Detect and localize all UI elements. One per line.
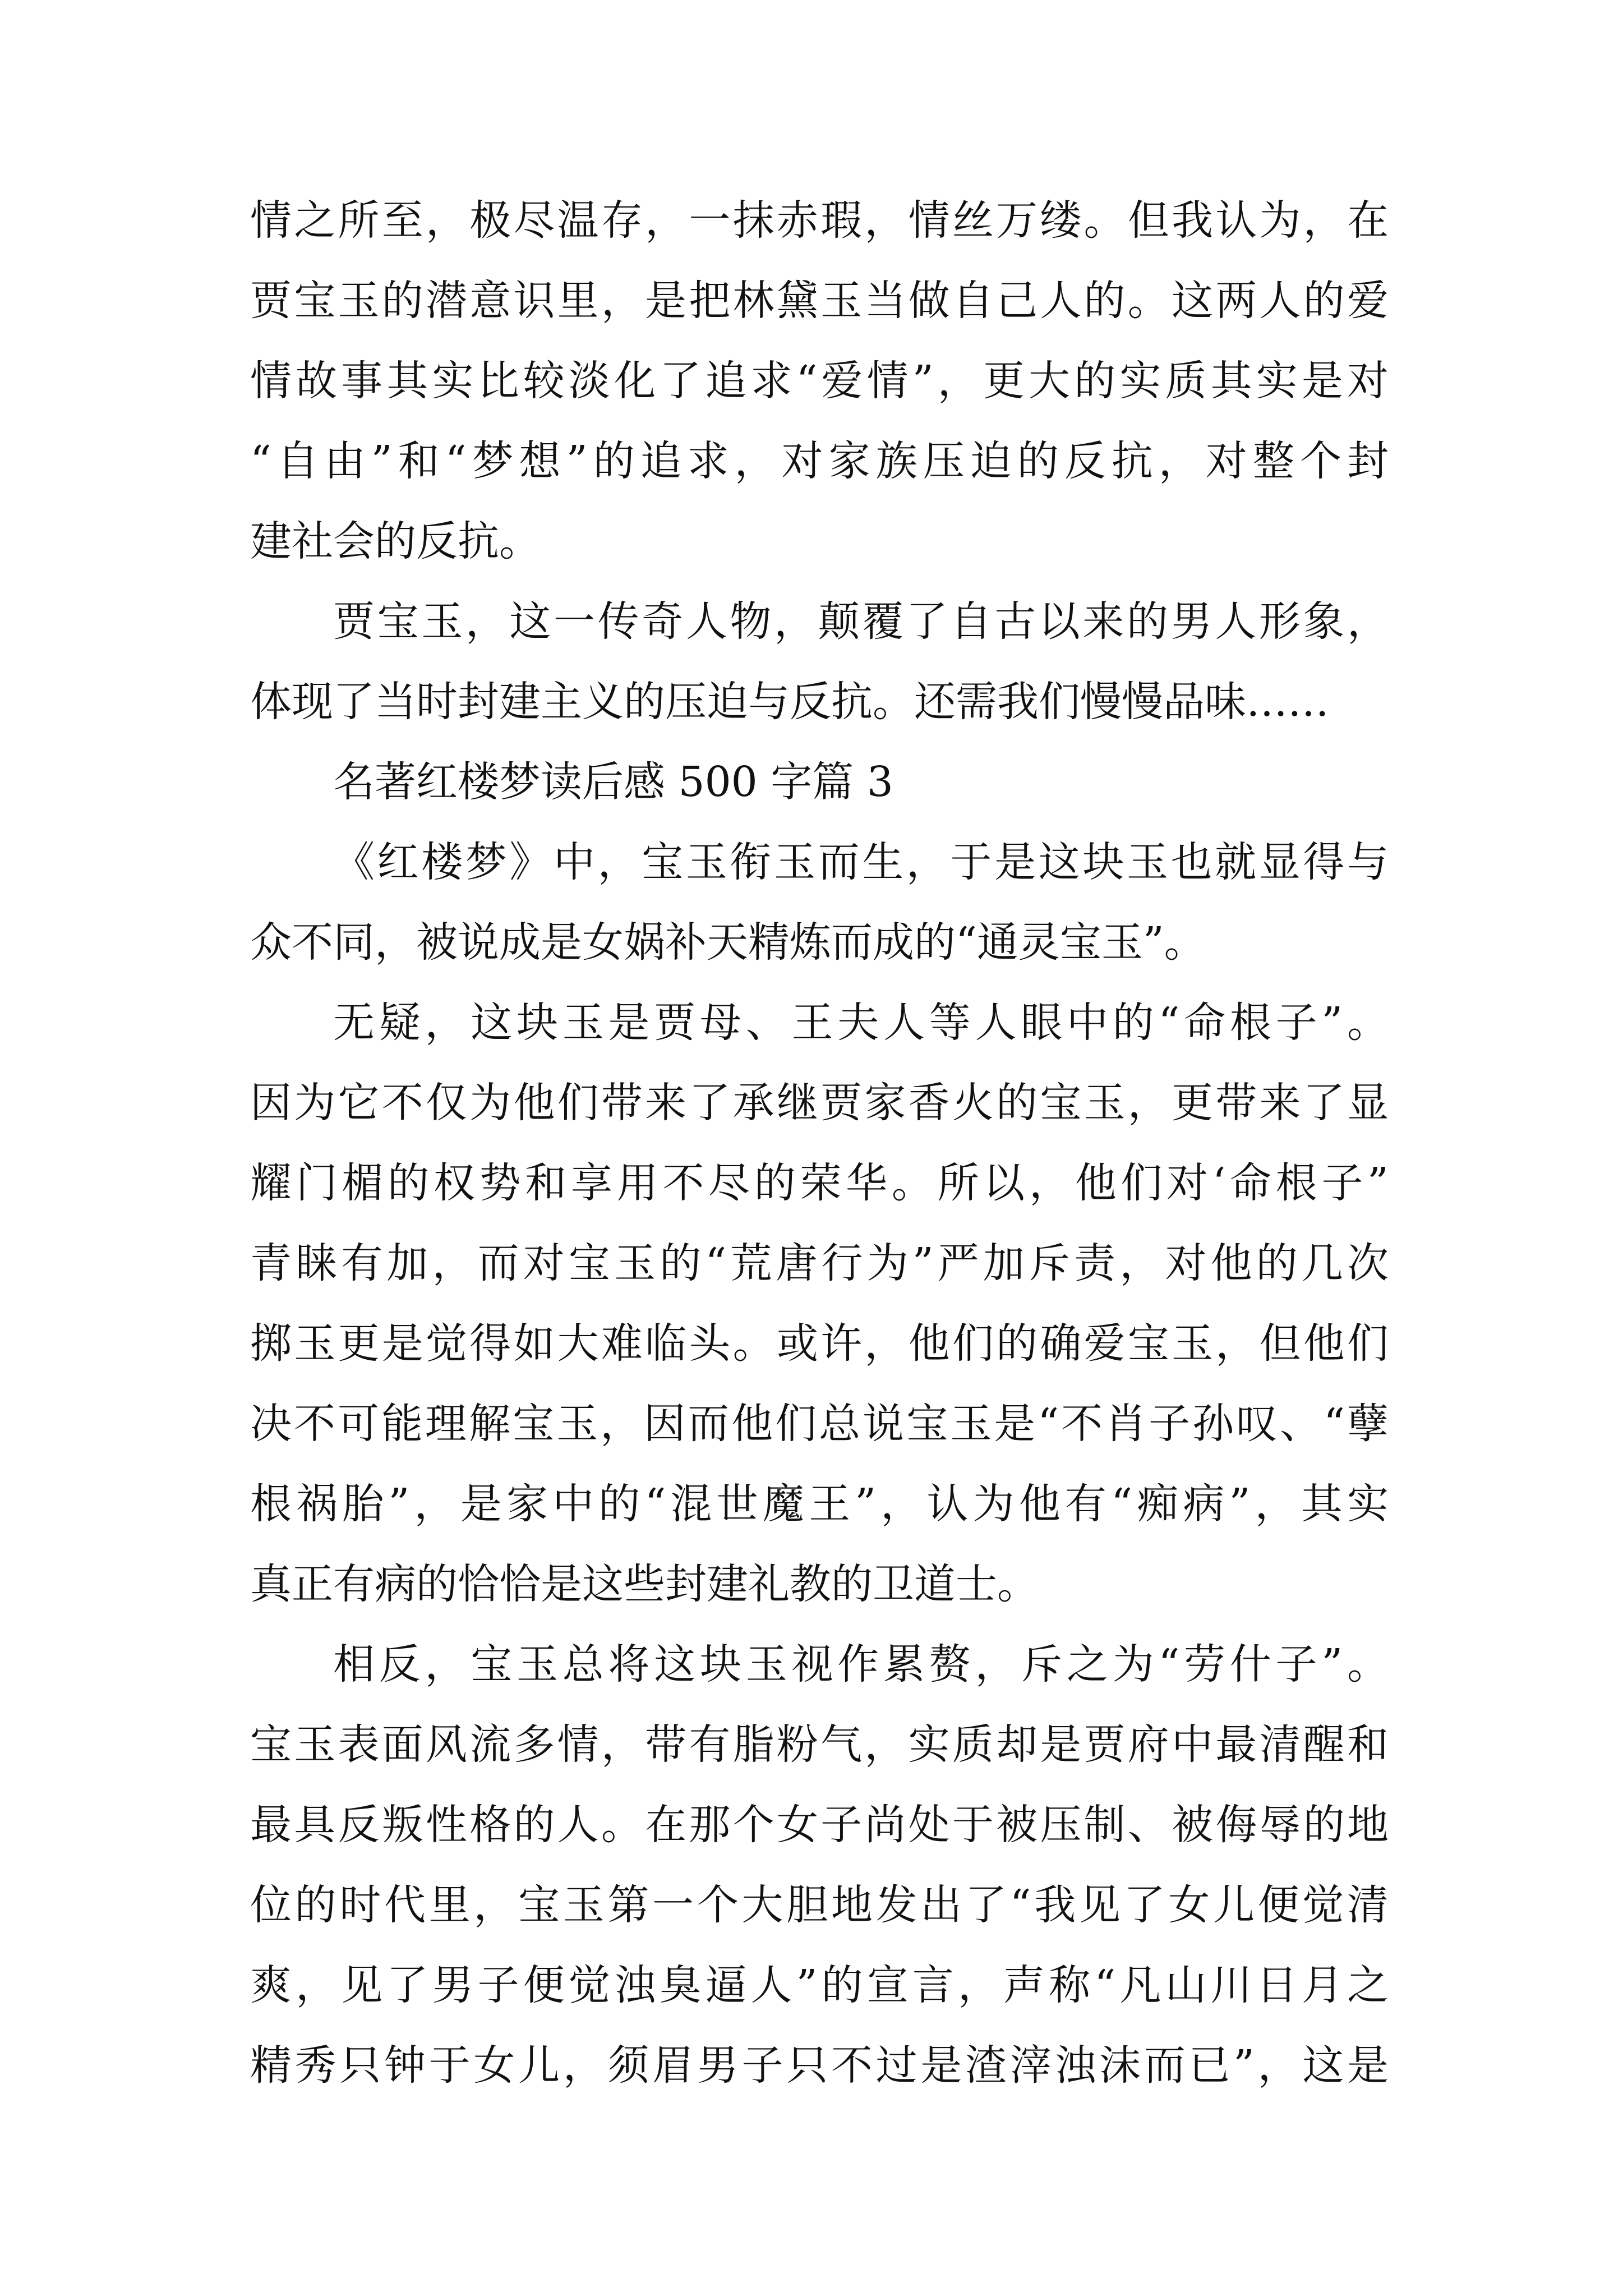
text-line: 最具反叛性格的人。在那个女子尚处于被压制、被侮辱的地	[250, 1801, 1389, 1849]
text-line: 根祸胎”，是家中的“混世魔王”，认为他有“痴病”，其实	[250, 1480, 1389, 1528]
text-line: 体现了当时封建主义的压迫与反抗。还需我们慢慢品味……	[250, 678, 1329, 726]
text-line: 贾宝玉的潜意识里，是把林黛玉当做自己人的。这两人的爱	[250, 277, 1389, 325]
section-heading: 名著红楼梦读后感 500 字篇 3	[333, 758, 893, 806]
text-line: 众不同，被说成是女娲补天精炼而成的“通灵宝玉”。	[250, 918, 1206, 967]
document-body	[250, 181, 1389, 2106]
paragraph-first-line: 相反，宝玉总将这块玉视作累赘，斥之为“劳什子”。	[333, 1640, 1389, 1688]
text-line: 宝玉表面风流多情，带有脂粉气，实质却是贾府中最清醒和	[250, 1720, 1389, 1769]
text-line: 精秀只钟于女儿，须眉男子只不过是渣滓浊沫而已”，这是	[250, 2041, 1389, 2090]
text-line: 爽，见了男子便觉浊臭逼人”的宣言，声称“凡山川日月之	[250, 1961, 1389, 2009]
paragraph-first-line: 《红楼梦》中，宝玉衔玉而生，于是这块玉也就显得与	[333, 838, 1389, 886]
text-line: 青睐有加，而对宝玉的“荒唐行为”严加斥责，对他的几次	[250, 1239, 1389, 1287]
paragraph-first-line: 无疑，这块玉是贾母、王夫人等人眼中的“命根子”。	[333, 999, 1389, 1047]
text-line: 建社会的反抗。	[250, 517, 541, 565]
text-line: 情故事其实比较淡化了追求“爱情”，更大的实质其实是对	[250, 357, 1389, 405]
paragraph-first-line: 贾宝玉，这一传奇人物，颠覆了自古以来的男人形象，	[333, 597, 1389, 646]
text-line: 因为它不仅为他们带来了承继贾家香火的宝玉，更带来了显	[250, 1079, 1389, 1127]
text-line: “自由”和“梦想”的追求，对家族压迫的反抗，对整个封	[250, 437, 1389, 485]
text-line: 耀门楣的权势和享用不尽的荣华。所以，他们对‘命根子”	[250, 1159, 1389, 1207]
text-line: 掷玉更是觉得如大难临头。或许，他们的确爱宝玉，但他们	[250, 1319, 1389, 1368]
text-line: 真正有病的恰恰是这些封建礼教的卫道士。	[250, 1560, 1039, 1608]
text-line: 情之所至，极尽温存，一抹赤瑕，情丝万缕。但我认为，在	[250, 196, 1389, 245]
text-line: 位的时代里，宝玉第一个大胆地发出了“我见了女儿便觉清	[250, 1881, 1389, 1929]
text-line: 决不可能理解宝玉，因而他们总说宝玉是“不肖子孙叹、“孽	[250, 1400, 1389, 1448]
